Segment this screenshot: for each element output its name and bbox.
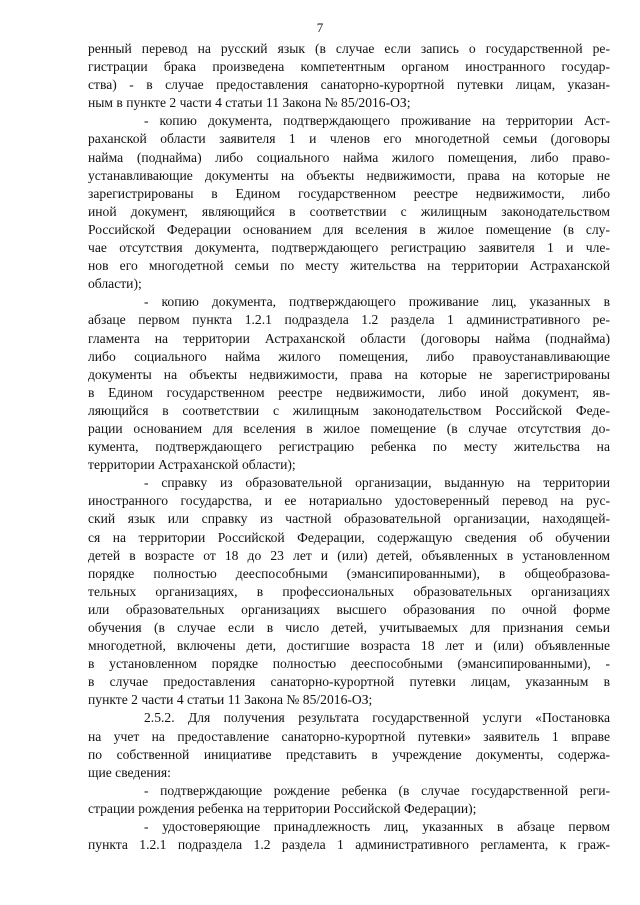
text-line: ренный перевод на русский язык (в случае если запись о государственной ре- xyxy=(88,41,610,56)
text-line: абзаце первом пункта 1.2.1 подраздела 1.2 раздела 1 административного ре- xyxy=(88,312,610,328)
text-line: в случае предоставления санаторно-курортной путевки лицам, указанным в xyxy=(88,674,610,690)
text-line: - копию документа, подтверждающего проживание лиц, указанных в xyxy=(144,294,610,310)
text-line: тельных организациях, в профессиональных образовательных организациях xyxy=(88,583,610,599)
text-line: - удостоверяющие принадлежность лиц, указанных в абзаце первом xyxy=(144,819,610,835)
text-line: - копию документа, подтверждающего проживание на территории Аст- xyxy=(144,113,610,129)
text-line: детей в возрасте от 18 до 23 лет и (или) детей, объявленных в установленном xyxy=(88,547,610,563)
text-line: зарегистрированы в Едином государственном реестре недвижимости, либо xyxy=(88,185,610,201)
text-line: рации основанием для вселения в жилое помещение (в случае отсутствия до- xyxy=(88,420,610,436)
page-number: 7 xyxy=(316,20,324,35)
text-line: ся на территории Российской Федерации, содержащую сведения об обучении xyxy=(88,529,610,545)
text-line: пункте 2 части 4 статьи 11 Закона № 85/2016-ОЗ; xyxy=(88,692,373,708)
text-line: гистрации брака произведена компетентным органом иностранного государ- xyxy=(88,59,610,75)
text-line: найма (поднайма) либо социального найма жилого помещения, либо право- xyxy=(88,149,610,165)
text-line: щие сведения: xyxy=(88,764,171,780)
document-body xyxy=(88,40,610,854)
text-line: ным в пункте 2 части 4 статьи 11 Закона № 85/2016-ОЗ; xyxy=(88,95,411,111)
text-line: - подтверждающие рождение ребенка (в случае государственной реги- xyxy=(144,782,610,798)
text-line: территории Астраханской области); xyxy=(88,457,296,473)
text-line: страции рождения ребенка на территории Российской Федерации); xyxy=(88,800,477,816)
text-line: порядке полностью дееспособными (эмансипированными), в общеобразова- xyxy=(88,565,610,581)
text-line: по собственной инициативе представить в учреждение документы, содержа- xyxy=(88,746,610,762)
text-line: иной документ, являющийся в соответствии с жилищным законодательством xyxy=(88,203,610,219)
text-line: ляющийся в соответствии с жилищным законодательством Российской Феде- xyxy=(88,402,610,418)
text-line: иностранного государства, и ее нотариально удостоверенный перевод на рус- xyxy=(88,493,610,509)
text-line: в установленном порядке полностью дееспособными (эмансипированными), - xyxy=(88,656,610,672)
text-line: на учет на предоставление санаторно-курортной путевки» заявитель 1 вправе xyxy=(88,728,610,744)
text-line: чае отсутствия документа, подтверждающего регистрацию заявителя 1 и чле- xyxy=(88,240,610,256)
text-line: Российской Федерации основанием для вселения в жилое помещение (в слу- xyxy=(88,221,610,237)
text-line: - справку из образовательной организации, выданную на территории xyxy=(144,475,610,491)
text-line: кумента, подтверждающего регистрацию ребенка по месту жительства на xyxy=(88,439,610,455)
text-line: или образовательных организациях высшего образования по очной форме xyxy=(88,601,610,617)
text-line: области); xyxy=(88,276,142,292)
text-line: документы на объекты недвижимости, права на которые не зарегистрированы xyxy=(88,366,610,382)
text-line: ства) - в случае предоставления санаторно-курортной путевки лицам, указан- xyxy=(88,77,610,93)
text-line: либо социального найма жилого помещения, либо правоустанавливающие xyxy=(88,348,610,364)
text-line: пункта 1.2.1 подраздела 1.2 раздела 1 административного регламента, к граж- xyxy=(88,837,610,853)
text-line: гламента на территории Астраханской области (договоры найма (поднайма) xyxy=(88,330,610,346)
text-line: обучения (в случае если в число детей, учитываемых для признания семьи xyxy=(88,620,610,635)
text-line: ский язык или справку из частной образовательной организации, находящей- xyxy=(88,511,610,527)
text-line: многодетной, включены дети, достигшие возраста 18 лет и (или) объявленные xyxy=(88,638,610,654)
text-line: раханской области заявителя 1 и членов его многодетной семьи (договоры xyxy=(88,131,610,147)
text-line: нов его многодетной семьи по месту жительства на территории Астраханской xyxy=(88,258,610,274)
text-line: устанавливающие документы на объекты недвижимости, права на которые не xyxy=(88,167,610,183)
text-line: 2.5.2. Для получения результата государственной услуги «Постановка xyxy=(144,710,610,726)
text-line: в Едином государственном реестре недвижимости, либо иной документ, яв- xyxy=(88,384,610,400)
